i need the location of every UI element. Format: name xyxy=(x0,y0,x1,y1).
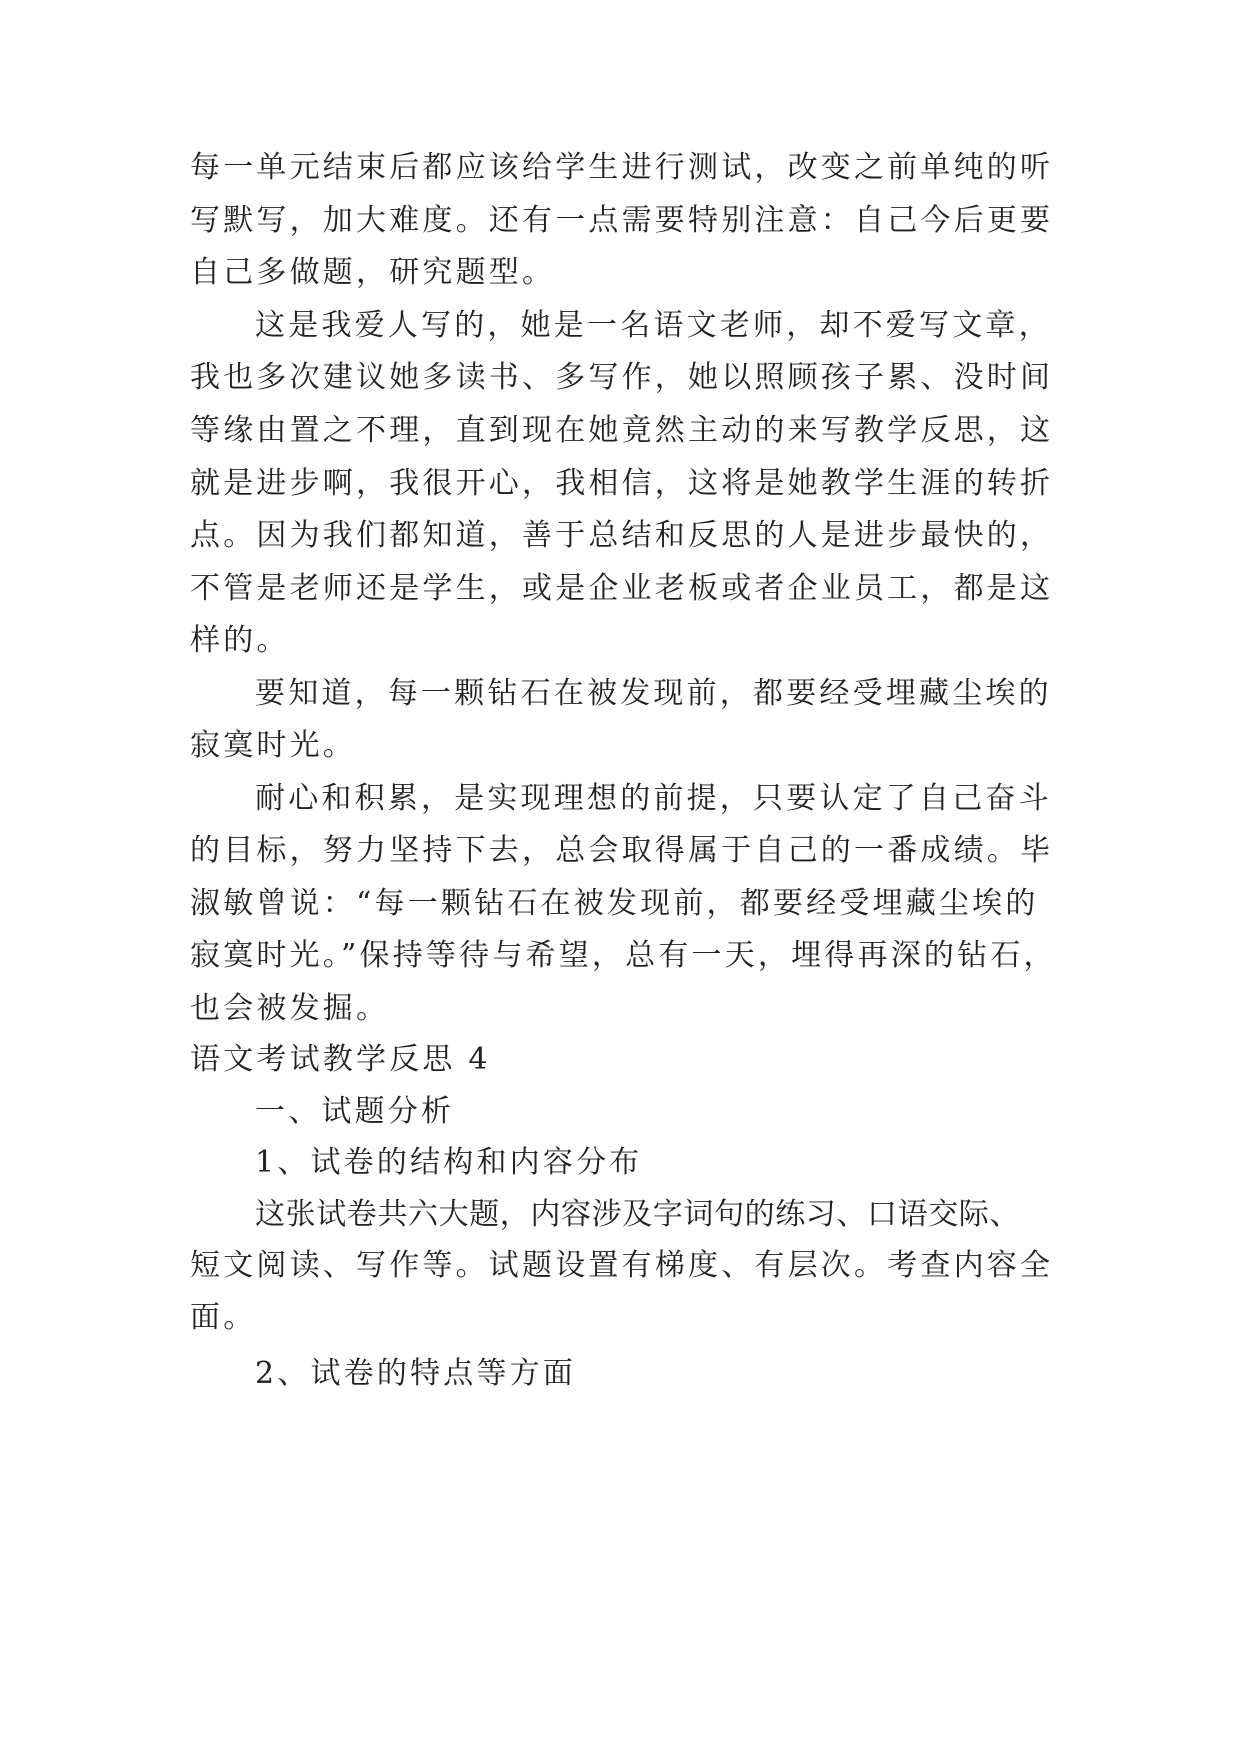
text-line: 耐心和积累，是实现理想的前提，只要认定了自己奋斗 xyxy=(255,781,1052,816)
text-line: 就是进步啊，我很开心，我相信，这将是她教学生涯的转折 xyxy=(190,466,1054,501)
text-line: 自己多做题，研究题型。 xyxy=(190,255,556,290)
subsection-heading: 2、试卷的特点等方面 xyxy=(255,1356,577,1391)
text-line: 不管是老师还是学生，或是企业老板或者企业员工，都是这 xyxy=(190,571,1054,606)
text-line: 这张试卷共六大题，内容涉及字词句的练习、口语交际、 xyxy=(255,1197,1020,1232)
text-line: 要知道，每一颗钻石在被发现前，都要经受埋藏尘埃的 xyxy=(255,676,1052,711)
text-line: 这是我爱人写的，她是一名语文老师，却不爱写文章， xyxy=(255,308,1052,343)
text-line: 淑敏曾说：“每一颗钻石在被发现前，都要经受埋藏尘埃的 xyxy=(190,886,1039,921)
text-line: 点。因为我们都知道，善于总结和反思的人是进步最快的， xyxy=(190,518,1054,553)
subsection-heading: 1、试卷的结构和内容分布 xyxy=(255,1145,643,1180)
text-line: 也会被发掘。 xyxy=(190,991,390,1026)
text-line: 寂寞时光。 xyxy=(190,728,356,763)
text-line: 等缘由置之不理，直到现在她竟然主动的来写教学反思，这 xyxy=(190,413,1054,448)
text-line: 样的。 xyxy=(190,623,290,658)
text-line: 写默写，加大难度。还有一点需要特别注意：自己今后更要 xyxy=(190,203,1054,238)
text-line: 短文阅读、写作等。试题设置有梯度、有层次。考查内容全 xyxy=(190,1248,1054,1283)
subsection-heading: 一、试题分析 xyxy=(255,1094,455,1129)
section-heading: 语文考试教学反思 4 xyxy=(190,1042,491,1077)
text-line: 我也多次建议她多读书、多写作，她以照顾孩子累、没时间 xyxy=(190,360,1054,395)
text-line: 每一单元结束后都应该给学生进行测试，改变之前单纯的听 xyxy=(190,150,1054,185)
text-line: 寂寞时光。”保持等待与希望，总有一天，埋得再深的钻石， xyxy=(190,938,1057,973)
text-line: 面。 xyxy=(190,1300,257,1335)
text-line: 的目标，努力坚持下去，总会取得属于自己的一番成绩。毕 xyxy=(190,833,1054,868)
